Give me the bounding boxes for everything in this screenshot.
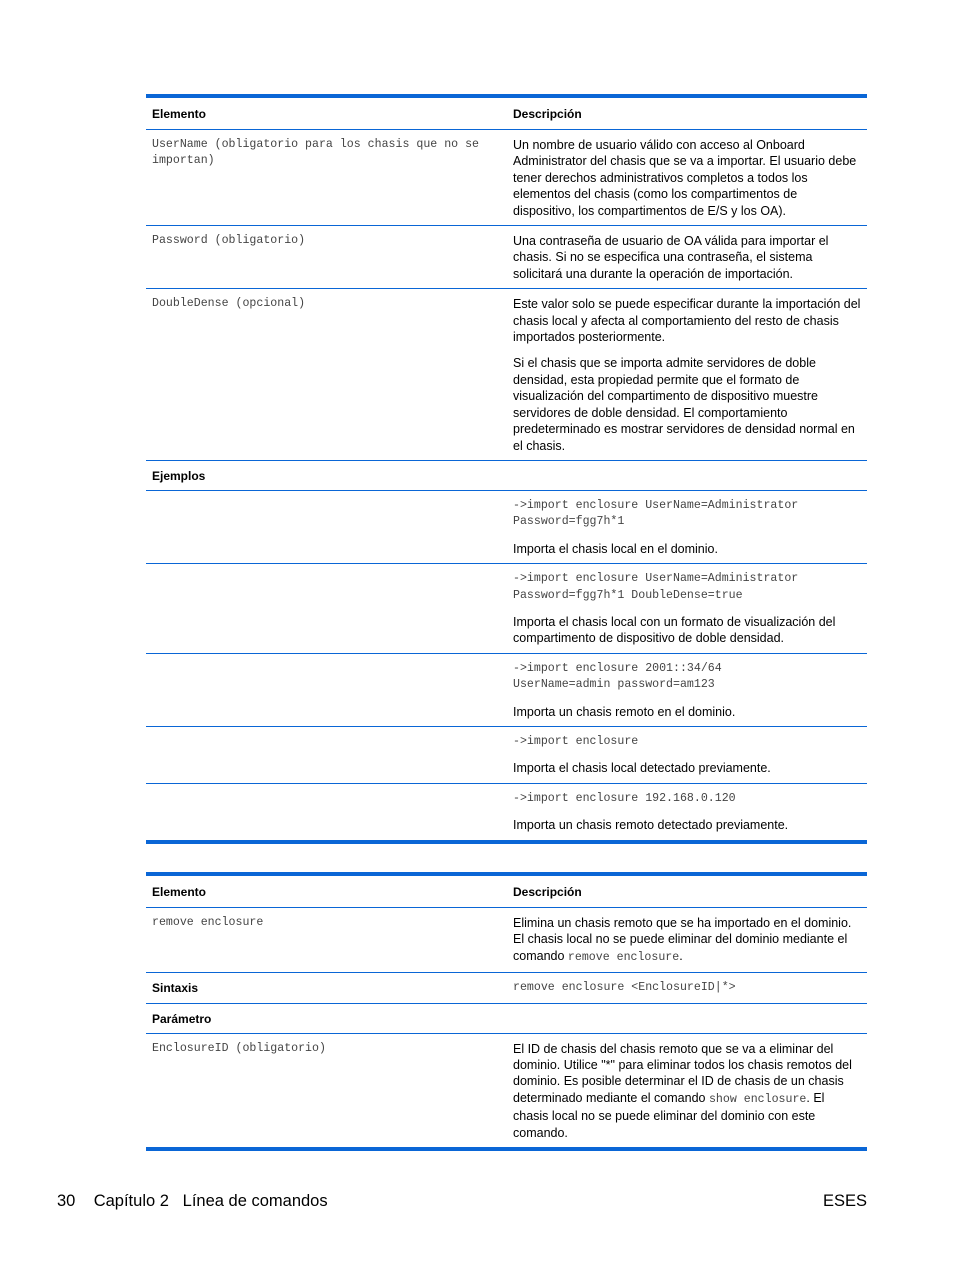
example-command: ->import enclosure 2001::34/64 [513, 661, 722, 675]
chapter-title: Capítulo 2 Línea de comandos [93, 1192, 328, 1210]
example-command: Password=fgg7h*1 DoubleDense=true [513, 588, 743, 602]
example-command: ->import enclosure 192.168.0.120 [513, 791, 736, 805]
example-row [146, 784, 867, 840]
table-row [146, 973, 867, 1003]
example-command: UserName=admin password=am123 [513, 678, 715, 692]
parameter-label: Parámetro [152, 1011, 212, 1026]
page-number: 30 [57, 1192, 76, 1210]
enclosureid-element: EnclosureID (obligatorio) [152, 1041, 326, 1055]
table-row [146, 130, 867, 226]
table-row [146, 289, 867, 461]
header-element: Elemento [152, 107, 207, 121]
table-row [146, 1034, 867, 1147]
example-row [146, 564, 867, 654]
remove-description: Elimina un chasis remoto que se ha importado en el dominio. El chasis local no se puede eliminar del dominio mediante el comando remove enclosure. [513, 916, 852, 964]
header-description: Descripción [513, 107, 582, 121]
examples-label: Ejemplos [152, 468, 206, 483]
import-enclosure-table [146, 94, 867, 844]
example-description: Importa el chasis local en el dominio. [513, 541, 718, 556]
remove-enclosure-table [146, 872, 867, 1151]
footer-left [57, 1192, 328, 1211]
syntax-label: Sintaxis [152, 981, 199, 996]
remove-element: remove enclosure [152, 916, 264, 929]
example-row [146, 727, 867, 784]
doubledense-description-1: Este valor solo se puede especificar durante la importación del chasis local y afecta al comportamiento del resto de chasis importados posteriormente. [513, 297, 861, 345]
page-footer [57, 1192, 867, 1212]
table-row [146, 908, 867, 973]
example-row [146, 491, 867, 564]
example-command: ->import enclosure [513, 734, 639, 748]
username-element: UserName (obligatorio para los chasis que no se importan) [152, 138, 479, 168]
table-row [146, 226, 867, 289]
header-description: Descripción [513, 885, 582, 899]
table-row [146, 1004, 867, 1034]
example-row [146, 654, 867, 727]
example-description: Importa un chasis remoto en el dominio. [513, 704, 736, 719]
example-description: Importa el chasis local con un formato de visualización del compartimento de dispositivo de doble densidad. [513, 614, 836, 646]
syntax-value: remove enclosure <EnclosureID|*> [513, 981, 736, 995]
example-description: Importa un chasis remoto detectado previamente. [513, 818, 789, 833]
example-command: ->import enclosure UserName=Administrator [513, 498, 799, 512]
example-command: ->import enclosure UserName=Administrator [513, 572, 799, 586]
example-command: Password=fgg7h*1 [513, 515, 625, 529]
header-element: Elemento [152, 885, 207, 899]
table-header [146, 98, 867, 130]
username-description: Un nombre de usuario válido con acceso al Onboard Administrator del chasis que se va a importar. El usuario debe tener derechos administrativos completos a todos los elementos del chasis (como los compartimentos de dispositivo, los compartimentos de E/S y los OA). [513, 138, 857, 218]
doubledense-description-2: Si el chasis que se importa admite servidores de doble densidad, esta propiedad permite que el formato de visualización del compartimento de dispositivo muestre servidores de doble densidad. El comportamiento predeterminado es mostrar servidores de densidad normal en el chasis. [513, 356, 855, 453]
footer-locale: ESES [822, 1192, 867, 1210]
table-row [146, 461, 867, 491]
password-element: Password (obligatorio) [152, 234, 306, 248]
table-header [146, 876, 867, 908]
example-description: Importa el chasis local detectado previamente. [513, 761, 771, 776]
password-description: Una contraseña de usuario de OA válida para importar el chasis. Si no se especifica una contraseña, el sistema solicitará una durante la operación de importación. [513, 234, 829, 281]
doubledense-element: DoubleDense (opcional) [152, 297, 306, 311]
enclosureid-description: El ID de chasis del chasis remoto que se va a eliminar del dominio. Utilice "*" para eliminar todos los chasis remotos del dominio. Es posible determinar el ID de chasis de un chasis determinado mediante el comando show enclosure. El chasis local no se puede eliminar del dominio con este comando. [513, 1041, 852, 1140]
